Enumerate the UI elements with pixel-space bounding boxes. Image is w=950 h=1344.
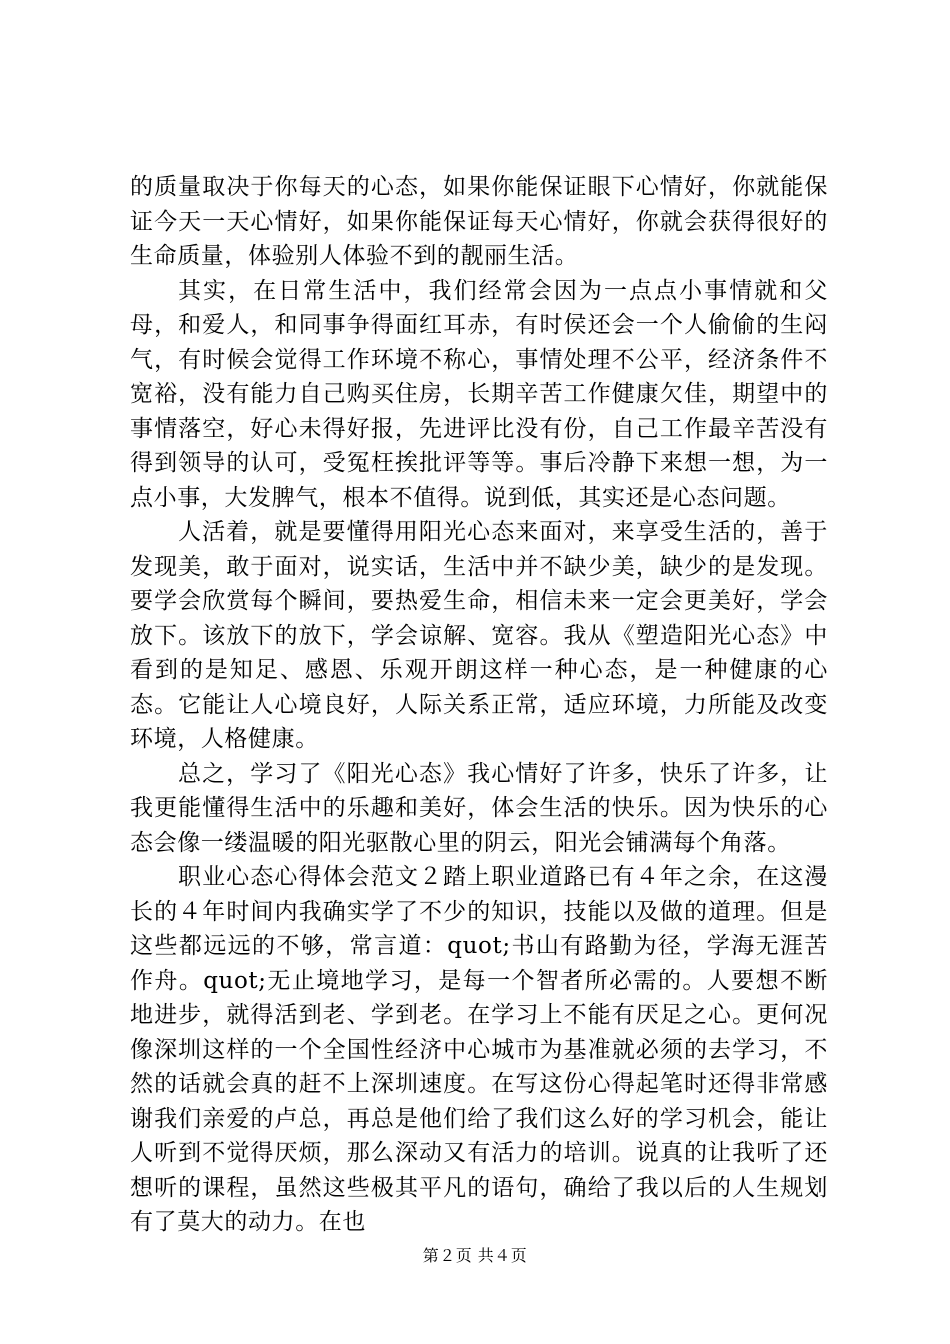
paragraph: 其实，在日常生活中，我们经常会因为一点点小事情就和父母，和爱人，和同事争得面红耳赤，有时侯还会一个人偷偷的生闷气，有时候会觉得工作环境不称心，事情处理不公平，经济条件不宽裕，没有能力自己购买住房，长期辛苦工作健康欠佳，期望中的事情落空，好心未得好报，先进评比没有份，自己工作最辛苦没有得到领导的认可，受冤枉挨批评等等。事后冷静下来想一想，为一点小事，大发脾气，根本不值得。说到低，其实还是心态问题。 — [130, 277, 828, 511]
paragraph: 人活着，就是要懂得用阳光心态来面对，来享受生活的，善于发现美，敢于面对，说实话，生活中并不缺少美，缺少的是发现。要学会欣赏每个瞬间，要热爱生命，相信未来一定会更美好，学会放下。该放下的放下，学会谅解、宽容。我从《塑造阳光心态》中看到的是知足、感恩、乐观开朗这样一种心态，是一种健康的心态。它能让人心境良好，人际关系正常，适应环境，力所能及改变环境，人格健康。 — [130, 519, 828, 752]
paragraph: 职业心态心得体会范文２踏上职业道路已有４年之余，在这漫长的４年时间内我确实学了不少的知识，技能以及做的道理。但是这些都远远的不够，常言道：quot;书山有路勤为径，学海无涯苦作舟。quot;无止境地学习，是每一个智者所必需的。人要想不断地进步，就得活到老、学到老。在学习上不能有厌足之心。更何况像深圳这样的一个全国性经济中心城市为基准就必须的去学习，不然的话就会真的赶不上深圳速度。在写这份心得起笔时还得非常感谢我们亲爱的卢总，再总是他们给了我们这么好的学习机会，能让人听到不觉得厌烦，那么深动又有活力的培训。说真的让我听了还想听的课程，虽然这些极其平凡的语句，确给了我以后的人生规划有了莫大的动力。在也 — [130, 864, 828, 1235]
page-number-footer: 第２页 共４页 — [422, 1246, 528, 1265]
paragraph-continued: 的质量取决于你每天的心态，如果你能保证眼下心情好，你就能保证今天一天心情好，如果你能保证每天心情好，你就会获得很好的生命质量，体验别人体验不到的靓丽生活。 — [130, 174, 828, 269]
document-body — [130, 170, 828, 1240]
paragraph: 总之，学习了《阳光心态》我心情好了许多，快乐了许多，让我更能懂得生活中的乐趣和美好，体会生活的快乐。因为快乐的心态会像一缕温暖的阳光驱散心里的阴云，阳光会铺满每个角落。 — [130, 760, 828, 856]
